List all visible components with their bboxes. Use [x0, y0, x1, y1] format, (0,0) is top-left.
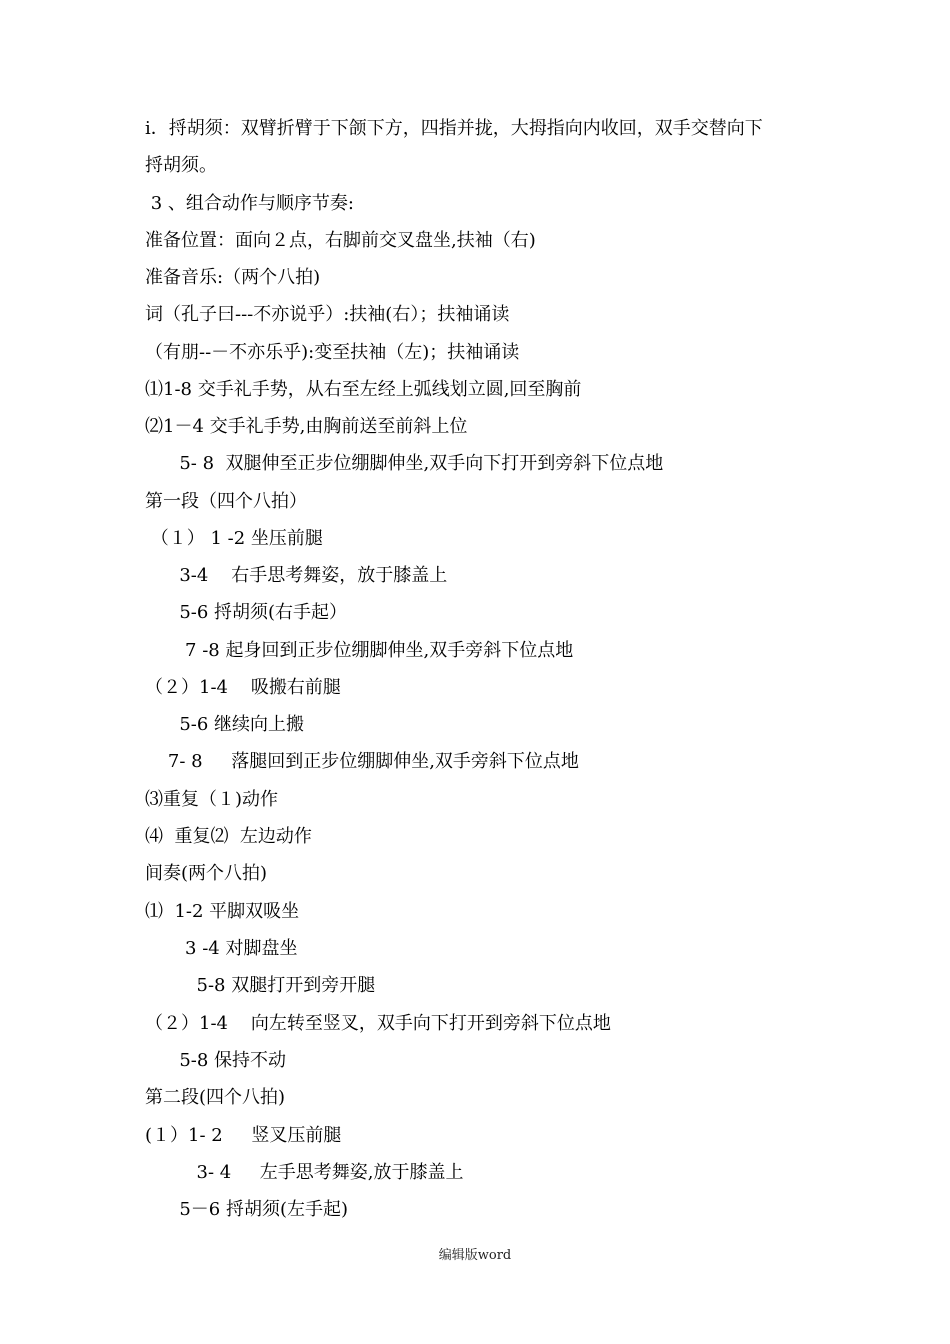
text-line: ⑴ 1-2 平脚双吸坐: [145, 901, 300, 922]
text-line: 间奏(两个八拍): [145, 863, 268, 884]
text-line: （２）1-4 向左转至竖叉，双手向下打开到旁斜下位点地: [145, 1013, 611, 1034]
text-line: 5-8 双腿打开到旁开腿: [145, 975, 376, 996]
text-line: (１）1- 2 竖叉压前腿: [145, 1125, 342, 1146]
text-line: 7- 8 落腿回到正步位绷脚伸坐,双手旁斜下位点地: [145, 751, 579, 772]
text-line: ⑵1－4 交手礼手势,由胸前送至前斜上位: [145, 416, 468, 437]
text-line: 5-6 继续向上搬: [145, 714, 305, 735]
text-line: 准备位置：面向２点，右脚前交叉盘坐,扶袖（右): [145, 230, 536, 251]
text-line: 5- 8 双腿伸至正步位绷脚伸坐,双手向下打开到旁斜下位点地: [145, 453, 664, 474]
page-footer: 编辑版word: [438, 1248, 512, 1263]
text-line: 3 、组合动作与顺序节奏:: [145, 193, 354, 214]
text-line: 7 -8 起身回到正步位绷脚伸坐,双手旁斜下位点地: [145, 640, 574, 661]
text-line: i．捋胡须：双臂折臂于下颌下方，四指并拢，大拇指向内收回，双手交替向下: [145, 118, 763, 139]
text-line: 捋胡须。: [145, 155, 217, 176]
text-line: 准备音乐:（两个八拍): [145, 267, 321, 288]
text-line: 3-4 右手思考舞姿，放于膝盖上: [145, 565, 448, 586]
text-line: 5－6 捋胡须(左手起): [145, 1199, 349, 1220]
text-line: ⑷ 重复⑵ 左边动作: [145, 826, 312, 847]
text-line: （１） 1 -2 坐压前腿: [145, 528, 323, 549]
text-line: 3- 4 左手思考舞姿,放于膝盖上: [145, 1162, 464, 1183]
text-line: （２）1-4 吸搬右前腿: [145, 677, 341, 698]
text-line: 第一段（四个八拍）: [145, 491, 307, 512]
text-line: ⑴1-8 交手礼手势，从右至左经上弧线划立圆,回至胸前: [145, 379, 582, 400]
text-line: 5-6 捋胡须(右手起）: [145, 602, 348, 623]
text-line: ⑶重复（１)动作: [145, 789, 279, 810]
text-line: （有朋--－不亦乐乎):变至扶袖（左)；扶袖诵读: [145, 342, 520, 363]
text-line: 词（孔子曰---不亦说乎）:扶袖(右）；扶袖诵读: [145, 304, 510, 325]
text-line: 第二段(四个八拍): [145, 1087, 286, 1108]
text-line: 3 -4 对脚盘坐: [145, 938, 298, 959]
text-line: 5-8 保持不动: [145, 1050, 287, 1071]
